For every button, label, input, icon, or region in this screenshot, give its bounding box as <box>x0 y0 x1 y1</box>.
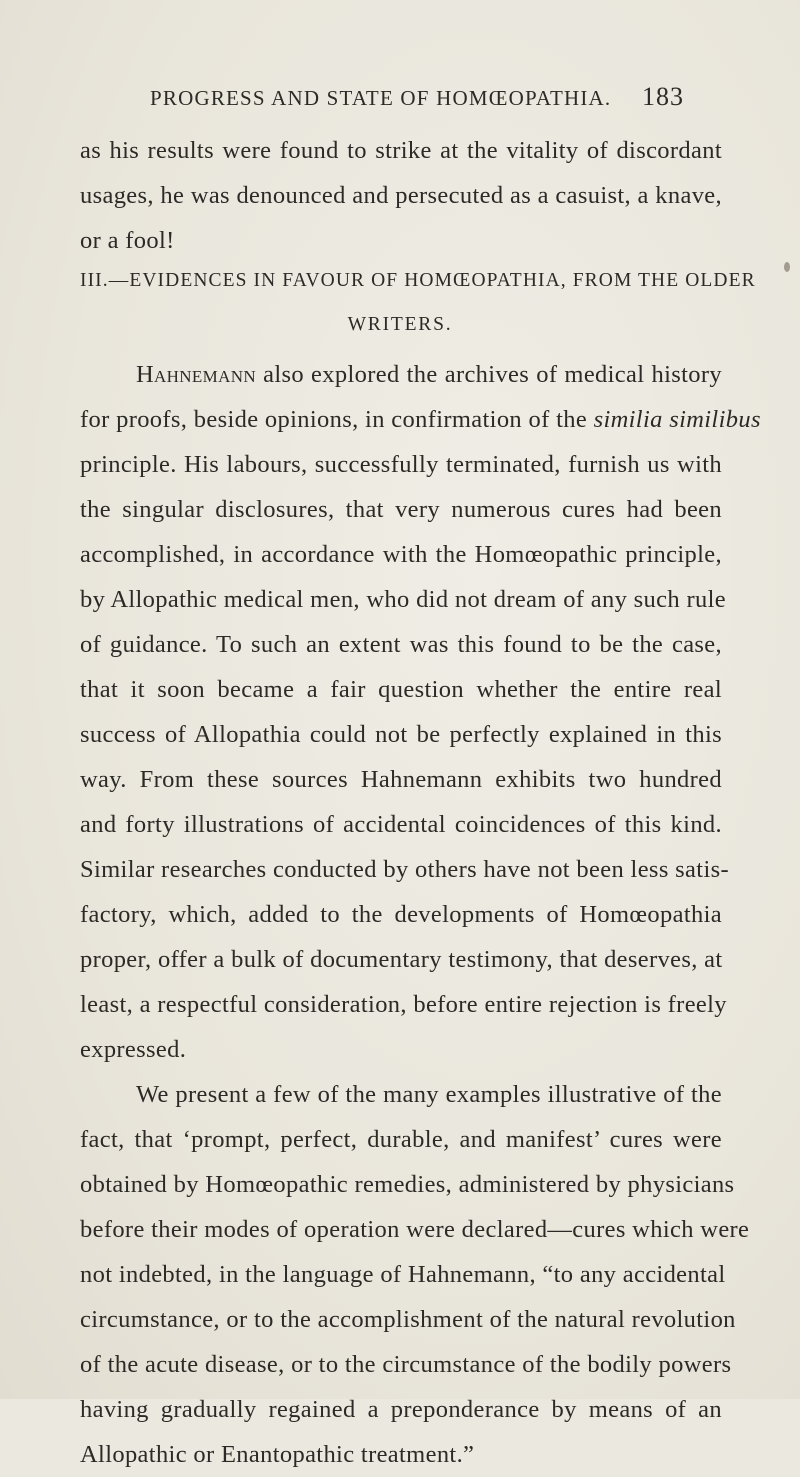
first-line-rest: also explored the archives of medical history <box>263 361 722 388</box>
text-line: the singular disclosures, that very numerous cures had been <box>80 496 722 523</box>
text-line: accomplished, in accordance with the Homœopathic principle, <box>80 541 722 568</box>
text-line: circumstance, or to the accomplishment of the natural revolution <box>80 1306 736 1333</box>
section-heading: III.—EVIDENCES IN FAVOUR OF HOMŒOPATHIA, FROM THE OLDER <box>80 270 756 291</box>
text-line: usages, he was denounced and persecuted as a casuist, a knave, <box>80 182 722 209</box>
text-line: as his results were found to strike at the vitality of discordant <box>80 137 722 164</box>
line-text: for proofs, beside opinions, in confirmation of the <box>80 406 594 433</box>
text-line: expressed. <box>80 1036 187 1063</box>
text-line: not indebted, in the language of Hahnemann, “to any accidental <box>80 1261 726 1288</box>
text-line: having gradually regained a preponderance by means of an <box>80 1396 722 1423</box>
body-text <box>80 352 761 1477</box>
text-line: way. From these sources Hahnemann exhibits two hundred <box>80 766 722 793</box>
text-line: before their modes of operation were declared—cures which were <box>80 1216 750 1243</box>
latin-phrase: similia similibus <box>593 406 761 433</box>
text-line: We present a few of the many examples illustrative of the <box>136 1081 722 1108</box>
text-line: that it soon became a fair question whether the entire real <box>80 676 722 703</box>
text-line: or a fool! <box>80 227 175 254</box>
text-line: by Allopathic medical men, who did not dream of any such rule <box>80 586 726 613</box>
text-line: Allopathic or Enantopathic treatment.” <box>80 1441 475 1468</box>
text-line: success of Allopathia could not be perfectly explained in this <box>80 721 722 748</box>
text-line: principle. His labours, successfully terminated, furnish us with <box>80 451 722 478</box>
page-number: 183 <box>642 82 684 111</box>
section-heading-continued: WRITERS. <box>347 314 453 335</box>
text-line: obtained by Homœopathic remedies, administered by physicians <box>80 1171 735 1198</box>
opening-paragraph <box>80 128 722 263</box>
text-line: least, a respectful consideration, before entire rejection is freely <box>80 991 727 1018</box>
ink-mark <box>784 262 790 272</box>
text-line: factory, which, added to the developments of Homœopathia <box>80 901 722 928</box>
text-line: proper, offer a bulk of documentary testimony, that deserves, at <box>80 946 723 973</box>
text-line: and forty illustrations of accidental coincidences of this kind. <box>80 811 722 838</box>
running-title: PROGRESS AND STATE OF HOMŒOPATHIA. <box>150 86 612 110</box>
text-line: of the acute disease, or to the circumstance of the bodily powers <box>80 1351 732 1378</box>
text-line: fact, that ‘prompt, perfect, durable, and manifest’ cures were <box>80 1126 722 1153</box>
lead-word: Hahnemann <box>136 361 257 388</box>
text-line <box>80 397 761 442</box>
text-line: Similar researches conducted by others have not been less satis- <box>80 856 729 883</box>
text-line: of guidance. To such an extent was this found to be the case, <box>80 631 722 658</box>
paragraph-first-line <box>80 352 722 397</box>
